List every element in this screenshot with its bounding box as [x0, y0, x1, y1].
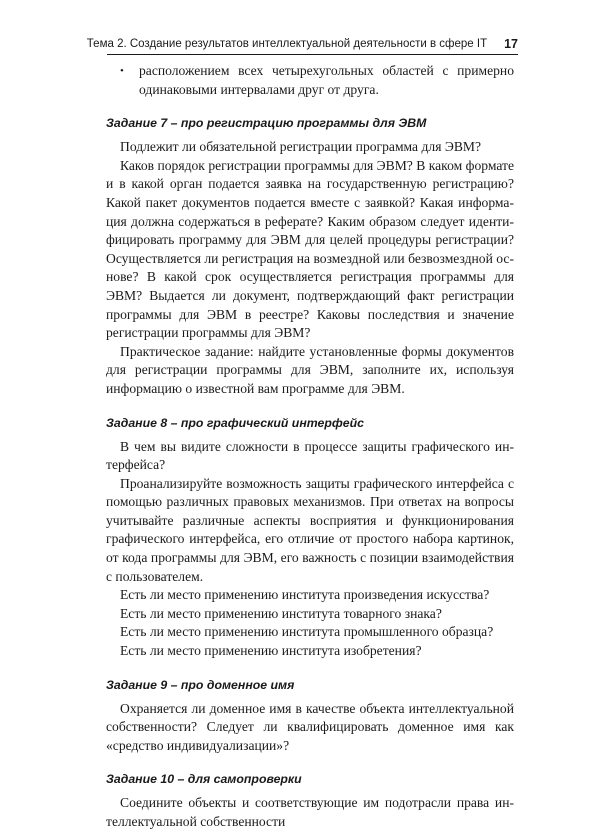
running-header [86, 35, 518, 53]
header-rule [107, 54, 518, 55]
task-8-title: Задание 8 – про графический интерфейс [106, 415, 364, 430]
task-10-title: Задание 10 – для самопроверки [106, 772, 302, 787]
task-10-paragraph-1: Соедините объекты и соответствующие им подотрасли права интеллектуальной собственности [106, 795, 514, 829]
task-9-paragraph-1: Охраняется ли доменное имя в качестве объекта интеллектуальной собственности? Следует ли квалифицировать доменное имя как «средство индивидуализации»? [106, 700, 514, 753]
running-title: Тема 2. Создание результатов интеллектуальной деятельности в сфере IT [86, 38, 488, 50]
task-9-title: Задание 9 – про доменное имя [106, 677, 295, 692]
task-8-paragraph-2: Проанализируйте возможность защиты графического интерфейса с помощью различных правовых механизмов. При ответах на вопросы учитывайте различные аспекты восприятия и функционирования графического интерфейса, его отличие от простого набора картинок, от кода программы для ЭВМ, его важность с позиции взаимодействия с пользователем. [106, 475, 514, 584]
page-body [106, 62, 514, 832]
task-7-paragraph-2: Каков порядок регистрации программы для ЭВМ? В каком формате и в какой орган подается заявка на государственную регистрацию? Какой пакет документов подается вместе с заявкой? Какая информация должна содержаться в реферате? Каким образом следует идентифицировать программу для ЭВМ для целей процедуры регистрации? Осуществляется ли регистрация на возмездной или безвозмездной основе? В какой срок осуществляется регистрация программы для ЭВМ? Выдается ли документ, подтверждающий факт регистрации программы для ЭВМ в реестре? Каковы последствия и значение регистрации программы для ЭВМ? [106, 157, 514, 341]
task-8-question: Есть ли место применению института товарного знака? [120, 605, 442, 621]
list-item [106, 62, 514, 99]
task-7-paragraph-3: Практическое задание: найдите установленные формы документов для регистрации программы для ЭВМ, заполните их, используя информацию о известной вам программе для ЭВМ. [106, 343, 514, 396]
task-8-question: Есть ли место применению института промышленного образца? [120, 624, 494, 640]
bullet-marker: • [120, 65, 124, 77]
task-8-question: Есть ли место применению института изобретения? [120, 643, 422, 659]
task-8-paragraph-1: В чем вы видите сложности в процессе защиты графического интерфейса? [106, 438, 514, 473]
task-7-paragraph-1: Подлежит ли обязательной регистрации программа для ЭВМ? [120, 139, 482, 155]
list-item-text: расположением всех четырехугольных областей с примерно одинаковыми интервалами друг от друга. [139, 63, 514, 97]
task-8-question: Есть ли место применению института произведения искусства? [120, 587, 490, 603]
page-number: 17 [504, 37, 518, 51]
task-7-title: Задание 7 – про регистрацию программы для ЭВМ [106, 116, 427, 131]
